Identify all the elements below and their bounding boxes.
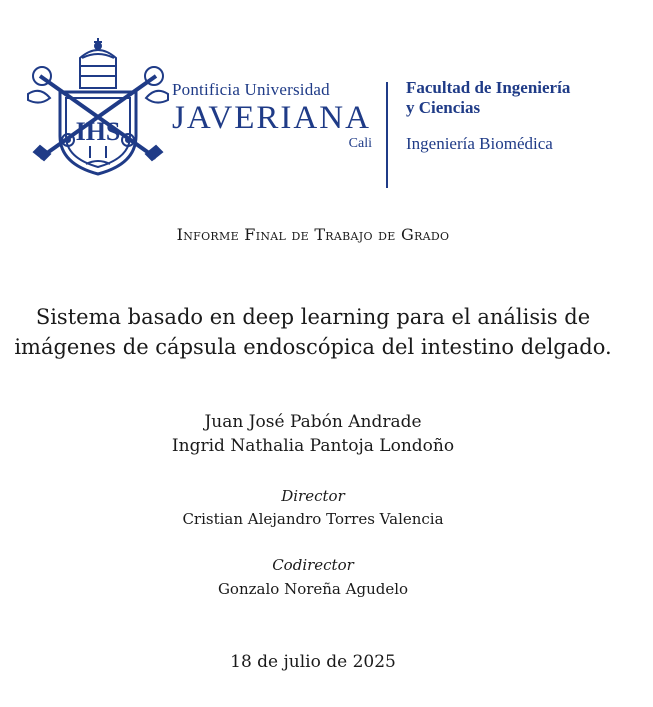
university-name-line2: JAVERIANA <box>172 100 371 136</box>
director-name: Cristian Alejandro Torres Valencia <box>182 510 444 528</box>
crest-monogram: IHS <box>75 117 121 146</box>
thesis-title <box>0 302 626 362</box>
header-divider <box>386 82 388 188</box>
university-crest-logo <box>20 36 176 178</box>
university-city: Cali <box>348 136 372 151</box>
thesis-title-line1: Sistema basado en deep learning para el análisis de <box>35 305 591 329</box>
university-name-line1: Pontificia Universidad <box>172 80 330 99</box>
university-name <box>172 80 372 152</box>
faculty-name-line1: Facultad de Ingeniería <box>406 78 571 97</box>
faculty-info <box>406 78 646 154</box>
faculty-name-line2: y Ciencias <box>406 98 481 117</box>
submission-date: 18 de julio de 2025 <box>230 652 396 672</box>
authors <box>0 410 626 458</box>
codirector-name: Gonzalo Noreña Agudelo <box>217 580 409 598</box>
director-label: Director <box>281 487 345 505</box>
thesis-title-line2: imágenes de cápsula endoscópica del intestino delgado. <box>14 335 612 359</box>
program-name: Ingeniería Biomédica <box>406 134 553 153</box>
author-name: Ingrid Nathalia Pantoja Londoño <box>171 436 455 456</box>
institution-header <box>20 36 640 178</box>
faculty-name <box>406 78 646 118</box>
codirector-label: Codirector <box>272 556 354 574</box>
report-type: Informe Final de Trabajo de Grado <box>176 225 450 244</box>
author-name: Juan José Pabón Andrade <box>204 412 422 432</box>
